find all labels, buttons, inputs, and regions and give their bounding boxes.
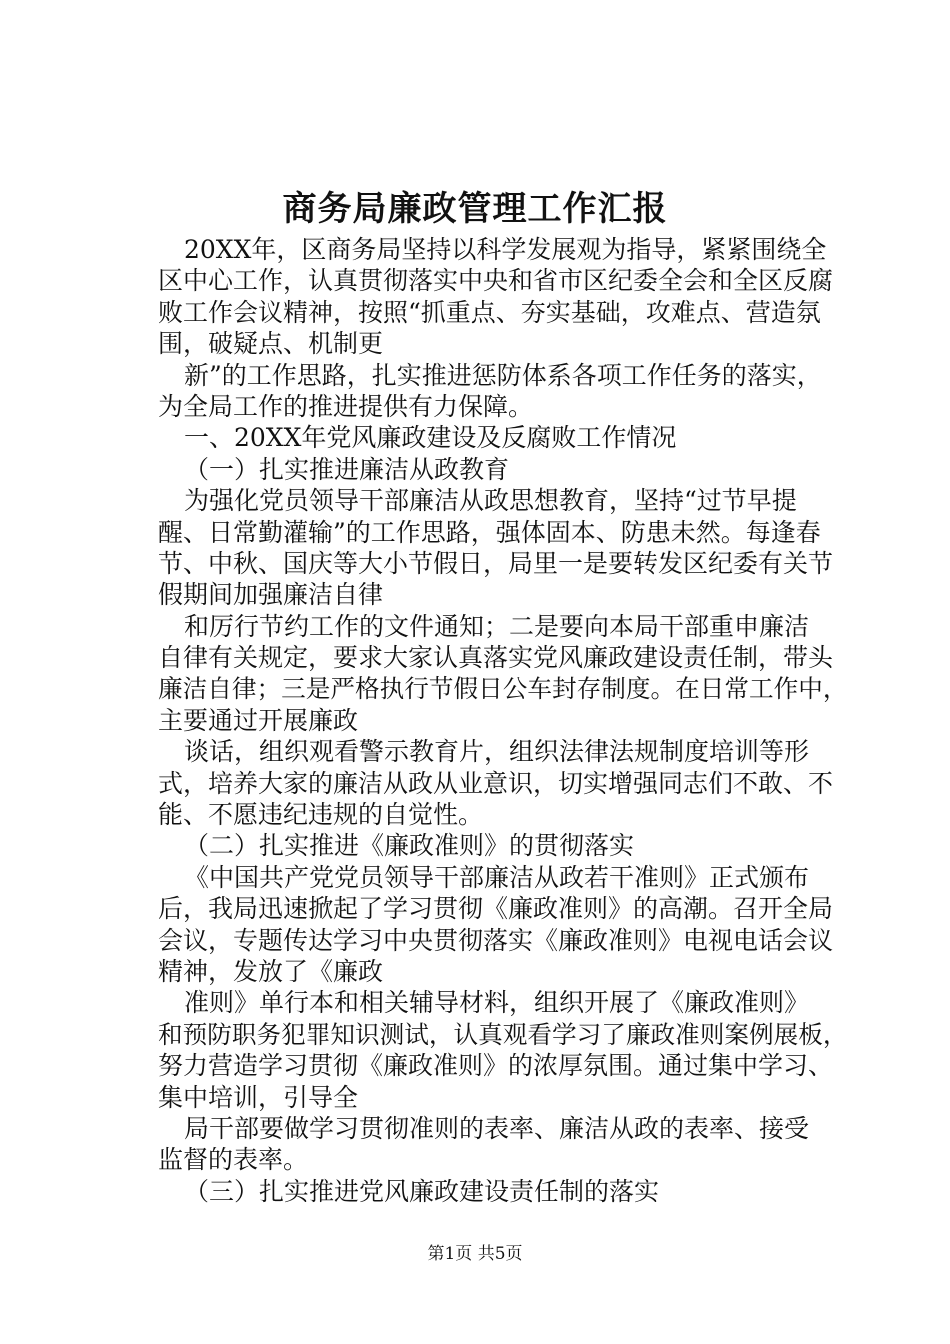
text-line: 集中培训，引导全 (158, 1082, 359, 1112)
text-line: 节、中秋、国庆等大小节假日，局里一是要转发区纪委有关节 (158, 548, 834, 578)
text-line: （二）扎实推进《廉政准则》的贯彻落实 (184, 831, 635, 861)
text-line: 败工作会议精神，按照“抓重点、夯实基础，攻难点、营造氛 (158, 297, 821, 327)
text-line: 醒、日常勤灌输”的工作思路，强体固本、防患未然。每逢春 (158, 517, 821, 547)
text-line: 20XX年，区商务局坚持以科学发展观为指导，紧紧围绕全 (184, 235, 827, 264)
text-line: 新”的工作思路，扎实推进惩防体系各项工作任务的落实， (184, 360, 822, 390)
text-line: 假期间加强廉洁自律 (158, 580, 384, 610)
text-line: 式，培养大家的廉洁从政从业意识，切实增强同志们不敢、不 (158, 768, 834, 798)
text-line: （三）扎实推进党风廉政建设责任制的落实 (184, 1176, 660, 1206)
text-line: 会议，专题传达学习中央贯彻落实《廉政准则》电视电话会议 (158, 925, 834, 955)
text-line: 精神，发放了《廉政 (158, 956, 384, 986)
text-line: 自律有关规定，要求大家认真落实党风廉政建设责任制，带头 (158, 643, 834, 673)
text-line: 局干部要做学习贯彻准则的表率、廉洁从政的表率、接受 (184, 1113, 810, 1143)
text-line: 围，破疑点、机制更 (158, 329, 384, 359)
text-line: 为强化党员领导干部廉洁从政思想教育，坚持“过节早提 (184, 486, 797, 516)
document-body (158, 234, 848, 1207)
text-line: 后，我局迅速掀起了学习贯彻《廉政准则》的高潮。召开全局 (158, 894, 834, 924)
page-footer: 第1页 共5页 (427, 1244, 523, 1264)
text-line: 和厉行节约工作的文件通知；二是要向本局干部重申廉洁 (184, 611, 810, 641)
text-line: 努力营造学习贯彻《廉政准则》的浓厚氛围。通过集中学习、 (158, 1051, 834, 1081)
text-line: 谈话，组织观看警示教育片，组织法律法规制度培训等形 (184, 737, 810, 767)
text-line: 能、不愿违纪违规的自觉性。 (158, 800, 484, 830)
text-line: 监督的表率。 (158, 1145, 309, 1175)
text-line: 为全局工作的推进提供有力保障。 (158, 391, 534, 421)
text-line: 准则》单行本和相关辅导材料，组织开展了《廉政准则》 (184, 988, 810, 1018)
text-line: 和预防职务犯罪知识测试，认真观看学习了廉政准则案例展板， (158, 1019, 848, 1049)
text-line: （一）扎实推进廉洁从政教育 (184, 454, 510, 484)
text-line: 主要通过开展廉政 (158, 705, 359, 735)
text-line: 一、20XX年党风廉政建设及反腐败工作情况 (184, 423, 677, 453)
text-line: 《中国共产党党员领导干部廉洁从政若干准则》正式颁布 (184, 862, 810, 892)
text-line: 区中心工作，认真贯彻落实中央和省市区纪委全会和全区反腐 (158, 266, 834, 296)
document-title: 商务局廉政管理工作汇报 (282, 189, 668, 229)
text-line: 廉洁自律；三是严格执行节假日公车封存制度。在日常工作中， (158, 674, 848, 704)
